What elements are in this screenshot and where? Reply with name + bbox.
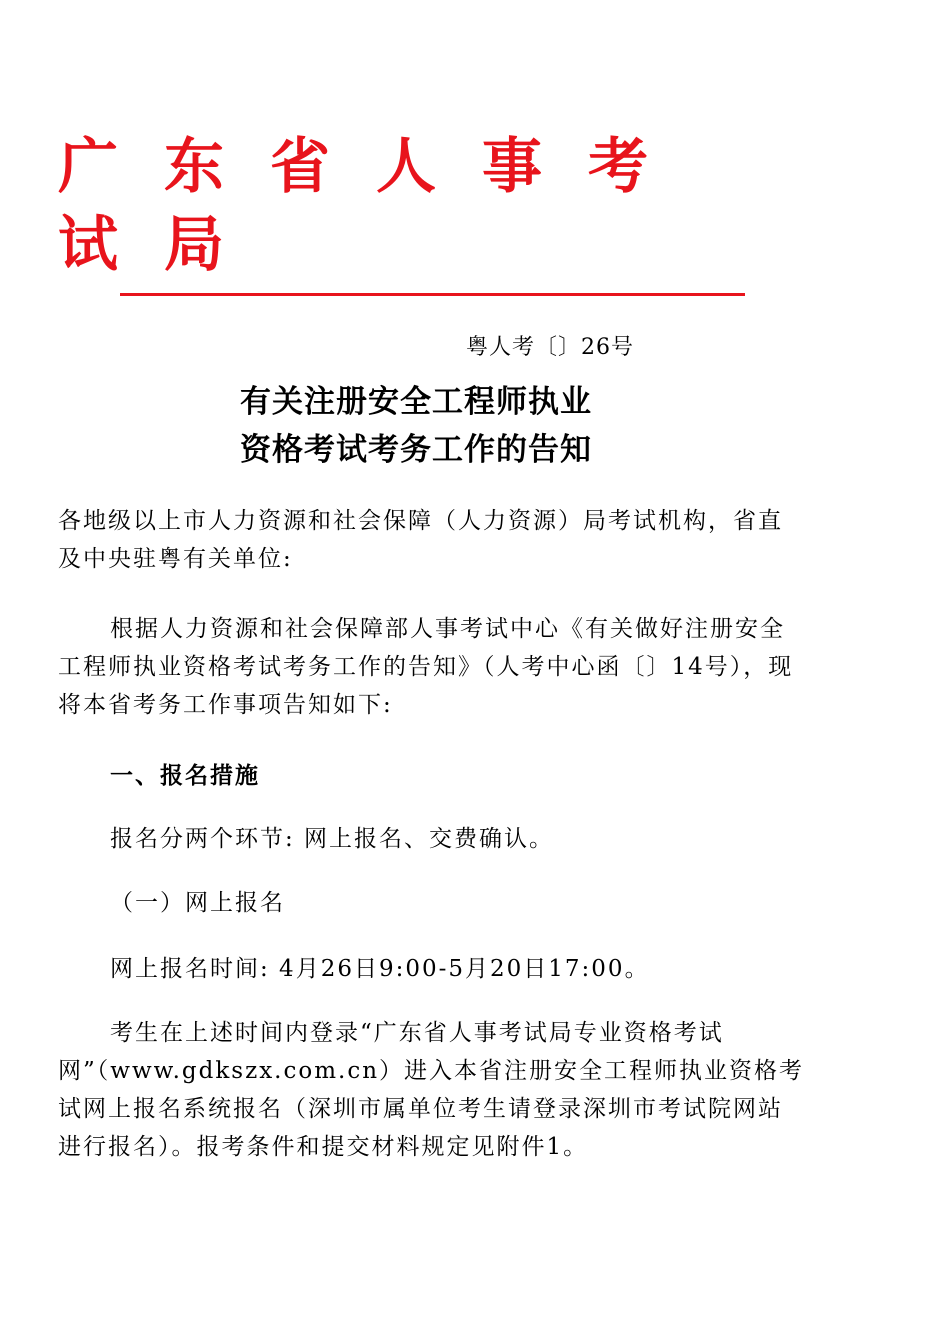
section-heading-registration: 一、报名措施 xyxy=(110,763,260,789)
agency-letterhead: 广东省人事考试局 xyxy=(58,132,694,280)
addressee-paragraph: 各地级以上市人力资源和社会保障（人力资源）局考试机构，省直及中央驻粤有关单位: xyxy=(58,508,783,572)
document-number: 粤人考〔〕26号 xyxy=(466,335,634,360)
letterhead-divider xyxy=(120,293,745,296)
document-title xyxy=(240,378,720,474)
subsection-heading-online: （一）网上报名 xyxy=(110,890,285,916)
section-paragraph-registration: 报名分两个环节: 网上报名、交费确认。 xyxy=(110,826,555,852)
registration-time-paragraph: 网上报名时间: 4月26日9:00-5月20日17:00。 xyxy=(110,956,650,982)
document-title-line-1: 有关注册安全工程师执业 xyxy=(240,384,592,420)
intro-paragraph: 根据人力资源和社会保障部人事考试中心《有关做好注册安全工程师执业资格考试考务工作的告知》（人考中心函〔〕14号），现将本省考务工作事项告知如下: xyxy=(58,616,794,718)
registration-instructions-paragraph: 考生在上述时间内登录“广东省人事考试局专业资格考试网”（www.gdkszx.com.cn）进入本省注册安全工程师执业资格考试网上报名系统报名（深圳市属单位考生请登录深圳市考试院网站进行报名）。报考条件和提交材料规定见附件1。 xyxy=(58,1020,805,1160)
document-title-line-2: 资格考试考务工作的告知 xyxy=(240,432,592,468)
